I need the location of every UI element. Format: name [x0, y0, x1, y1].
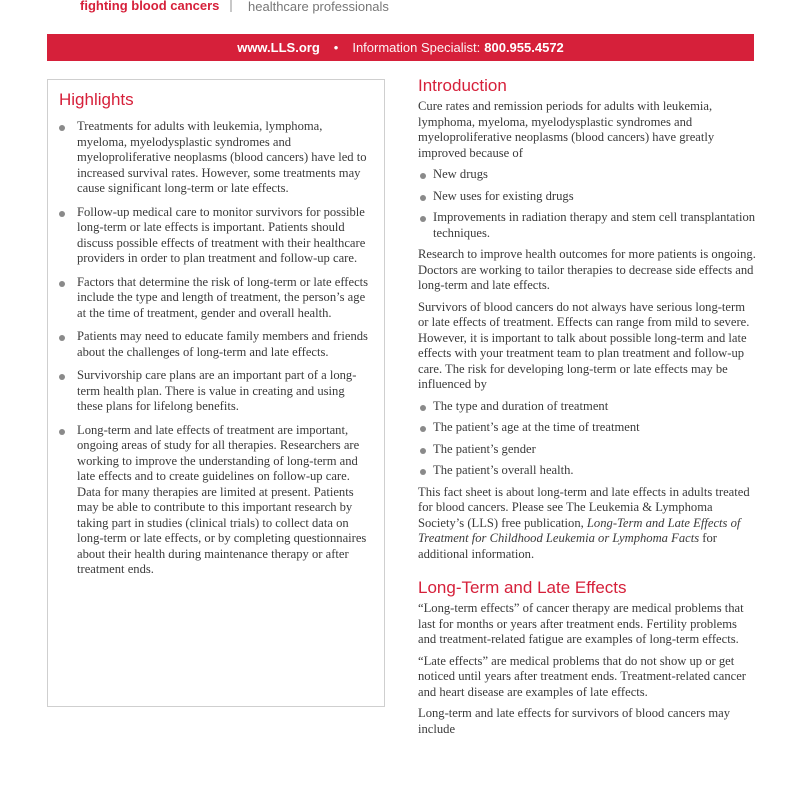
highlight-item: Follow-up medical care to monitor survivors for possible long-term or late effects is important. Patients should discuss possible effects of treatment with their healthcare providers in order to plan treatment and follow-up care. — [77, 205, 372, 267]
highlights-box — [47, 79, 385, 707]
highlight-item: Survivorship care plans are an important part of a long-term health plan. There is value in creating and using these plans for lifelong benefits. — [77, 368, 372, 415]
separator-dot: • — [333, 40, 339, 55]
fact-sheet-text-end: for additional information. — [418, 531, 717, 561]
research-paragraph: Research to improve health outcomes for more patients is ongoing. Doctors are working to tailor therapies to decrease side effects and long-term and late effects. — [418, 247, 756, 292]
tagline: fighting blood cancers — [80, 0, 220, 13]
survivors-paragraph: Survivors of blood cancers do not always have serious long-term or late effects of treatment. Effects can range from mild to severe. However, it is important to talk about possible long-term and late effects with your treatment team to plan treatment and follow-up care. The risk for developing long-term or late effects may be influenced by — [418, 299, 750, 391]
intro-paragraph: Cure rates and remission periods for adults with leukemia, lymphoma, myeloma, myelodysplastic syndromes and myeloproliferative neoplasms (blood cancers) have greatly improved because of — [418, 99, 715, 160]
introduction-heading: Introduction — [418, 76, 507, 95]
highlight-item: Treatments for adults with leukemia, lymphoma, myeloma, myelodysplastic syndromes and myeloproliferative neoplasms (blood cancers) have led to increased survival rates. However, some treatments may cause significant long-term or late effects. — [77, 119, 372, 197]
phone-number[interactable]: 800.955.4572 — [484, 40, 564, 55]
list-item: New uses for existing drugs — [433, 189, 758, 205]
highlights-list — [48, 119, 384, 578]
highlight-item: Factors that determine the risk of long-term or late effects include the type and length of treatment, the person’s age at the time of treatment, gender and overall health. — [77, 275, 372, 322]
long-term-definition: “Long-term effects” of cancer therapy are medical problems that last for months or years after treatment ends. Fertility problems and treatment-related fatigue are examples of long-term effects. — [418, 601, 744, 646]
late-effects-definition: “Late effects” are medical problems that do not show up or get noticed until years after treatment ends. Treatment-related cancer and heart disease are examples of late effects. — [418, 653, 746, 699]
long-term-late-effects-heading: Long-Term and Late Effects — [418, 578, 627, 597]
highlights-title: Highlights — [59, 90, 134, 109]
fact-sheet-text: This fact sheet is about long-term and late effects in adults treated for blood cancers. Please see The Leukemia & Lymphoma Society’s (LLS) free publication, — [418, 484, 750, 530]
list-item: The patient’s age at the time of treatment — [433, 420, 758, 436]
main-column — [418, 76, 758, 743]
effects-list-intro: Long-term and late effects for survivors of blood cancers may include — [418, 706, 731, 736]
list-item: The patient’s gender — [433, 442, 758, 458]
audience-text: healthcare professionals — [248, 0, 389, 14]
page-header — [0, 0, 800, 30]
list-item: New drugs — [433, 167, 758, 183]
improvements-list — [418, 167, 758, 241]
risk-factors-list — [418, 399, 758, 479]
info-specialist-label: Information Specialist: — [352, 40, 481, 55]
list-item: The type and duration of treatment — [433, 399, 758, 415]
highlight-item: Long-term and late effects of treatment are important, ongoing areas of study for all therapies. Researchers are working to improve the understanding of long-term and late effects and to create guidelines on follow-up care. Data for many therapies are limited at present. Patients may be able to contribute to this important research by taking part in studies (clinical trials) to collect data on long-term or late effects, or by completing questionnaires about their health during maintenance therapy or after treatment ends. — [77, 423, 372, 578]
publication-title: Long-Term and Late Effects of Treatment for Childhood Leukemia or Lymphoma Facts — [418, 515, 741, 545]
header-divider — [230, 0, 232, 12]
fact-sheet-paragraph — [418, 485, 758, 563]
list-item: The patient’s overall health. — [433, 463, 758, 479]
website-link[interactable]: www.LLS.org — [237, 40, 320, 55]
contact-banner — [47, 34, 754, 61]
highlight-item: Patients may need to educate family members and friends about the challenges of long-term and late effects. — [77, 329, 372, 360]
list-item: Improvements in radiation therapy and stem cell transplantation techniques. — [433, 210, 758, 241]
